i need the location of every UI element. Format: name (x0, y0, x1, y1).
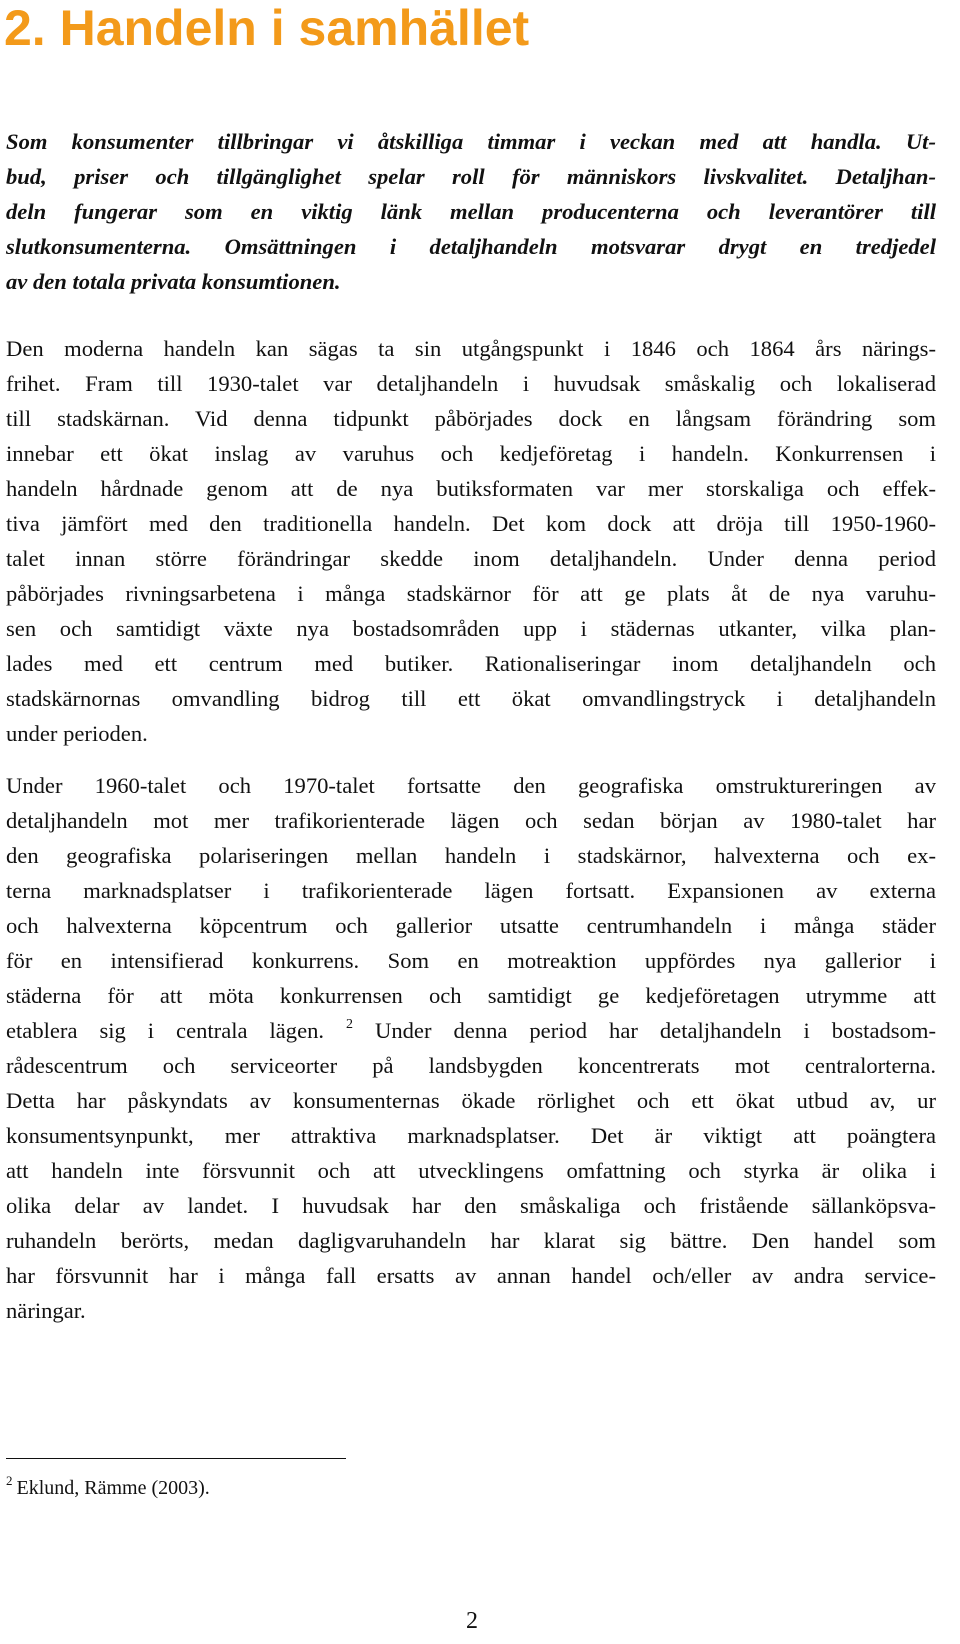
text-line: innebar ett ökat inslag av varuhus och kedjeföretag i handeln. Konkurrensen i (6, 441, 936, 466)
footnote-text: Eklund, Rämme (2003). (16, 1477, 210, 1499)
text-line: har försvunnit har i många fall ersatts av annan handel och/eller av andra service- (6, 1263, 936, 1288)
text-segment: Under denna period har detaljhandeln i bostadsom- (353, 1018, 936, 1043)
body-paragraph-1 (6, 331, 936, 751)
text-line: den geografiska polariseringen mellan handeln i stadskärnor, halvexterna och ex- (6, 843, 936, 868)
text-line: till stadskärnan. Vid denna tidpunkt påbörjades dock en långsam förändring som (6, 406, 936, 431)
intro-line: slutkonsumenterna. Omsättningen i detaljhandeln motsvarar drygt en tredjedel (6, 234, 936, 259)
text-line: tiva jämfört med den traditionella handeln. Det kom dock att dröja till 1950-1960- (6, 511, 936, 536)
body-paragraph-2 (6, 768, 936, 1328)
text-line: för en intensifierad konkurrens. Som en motreaktion uppfördes nya gallerior i (6, 948, 936, 973)
text-line: handeln hårdnade genom att de nya butiksformaten var mer storskaliga och effek- (6, 476, 936, 501)
page-heading: 2. Handeln i samhället (4, 0, 530, 56)
intro-line: deln fungerar som en viktig länk mellan producenterna och leverantörer till (6, 199, 936, 224)
footnote-number: 2 (6, 1473, 13, 1488)
text-line: att handeln inte försvunnit och att utvecklingens omfattning och styrka är olika i (6, 1158, 936, 1183)
text-line: frihet. Fram till 1930-talet var detaljhandeln i huvudsak småskalig och lokaliserad (6, 371, 936, 396)
text-line: påbörjades rivningsarbetena i många stadskärnor för att ge plats åt de nya varuhu- (6, 581, 936, 606)
text-line: sen och samtidigt växte nya bostadsområden upp i städernas utkanter, vilka plan- (6, 616, 936, 641)
text-line: rådescentrum och serviceorter på landsbygden koncentrerats mot centralorterna. (6, 1053, 936, 1078)
footnote-reference[interactable]: 2 (346, 1017, 354, 1032)
intro-line: av den totala privata konsumtionen. (6, 269, 341, 294)
text-line: näringar. (6, 1298, 86, 1323)
text-line-with-footnote (6, 1013, 936, 1048)
intro-paragraph (6, 124, 936, 299)
text-line: konsumentsynpunkt, mer attraktiva marknadsplatser. Det är viktigt att poängtera (6, 1123, 936, 1148)
page-number: 2 (466, 1608, 478, 1634)
text-line: Den moderna handeln kan sägas ta sin utgångspunkt i 1846 och 1864 års närings- (6, 336, 936, 361)
text-line: ruhandeln berörts, medan dagligvaruhandeln har klarat sig bättre. Den handel som (6, 1228, 936, 1253)
intro-line: bud, priser och tillgänglighet spelar roll för människors livskvalitet. Detaljhan- (6, 164, 936, 189)
text-line: Under 1960-talet och 1970-talet fortsatte den geografiska omstruktureringen av (6, 773, 936, 798)
text-line: och halvexterna köpcentrum och gallerior utsatte centrumhandeln i många städer (6, 913, 936, 938)
text-segment: etablera sig i centrala lägen. (6, 1018, 347, 1043)
text-line: städerna för att möta konkurrensen och samtidigt ge kedjeföretagen utrymme att (6, 983, 936, 1008)
text-line: detaljhandeln mot mer trafikorienterade lägen och sedan början av 1980-talet har (6, 808, 936, 833)
text-line: lades med ett centrum med butiker. Rationaliseringar inom detaljhandeln och (6, 651, 936, 676)
text-line: olika delar av landet. I huvudsak har den småskaliga och fristående sällanköpsva- (6, 1193, 936, 1218)
text-line: talet innan större förändringar skedde inom detaljhandeln. Under denna period (6, 546, 936, 571)
text-line: terna marknadsplatser i trafikorienterade lägen fortsatt. Expansionen av externa (6, 878, 936, 903)
footnote (6, 1475, 210, 1501)
text-line: under perioden. (6, 721, 148, 746)
footnote-divider (6, 1458, 346, 1459)
text-line: stadskärnornas omvandling bidrog till ett ökat omvandlingstryck i detaljhandeln (6, 686, 936, 711)
intro-line: Som konsumenter tillbringar vi åtskilliga timmar i veckan med att handla. Ut- (6, 129, 936, 154)
text-line: Detta har påskyndats av konsumenternas ökade rörlighet och ett ökat utbud av, ur (6, 1088, 936, 1113)
